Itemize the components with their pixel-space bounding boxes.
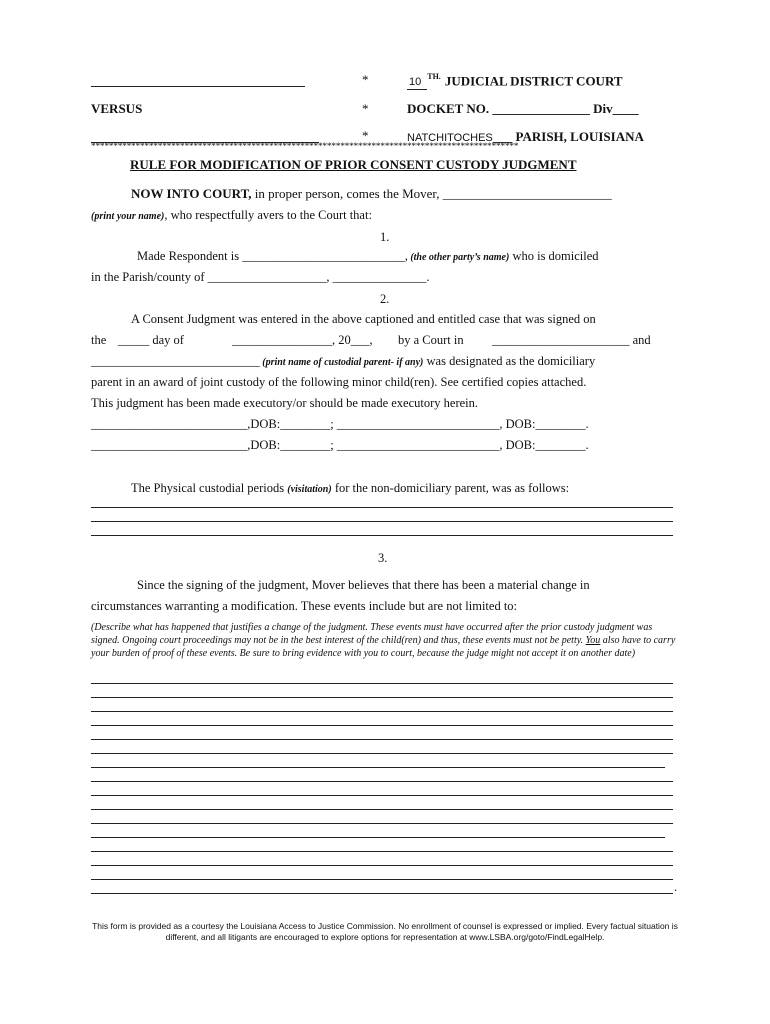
asterisk-divider: ************************************************************************************************ (91, 142, 519, 152)
events-line-12[interactable] (91, 837, 665, 838)
plaintiff-name-line[interactable] (91, 86, 305, 87)
para2-line-4: parent in an award of joint custody of the following minor child(ren). See certified copies attached. (91, 375, 587, 389)
caption-star-2: * (362, 101, 369, 116)
desc-part-b: also have to carry your burden of proof of these events. Be sure to bring evidence with you to court, because the judge might not accept it on another date) (91, 635, 676, 659)
visitation-line-1[interactable] (91, 507, 673, 508)
para2-line-5: This judgment has been made executory/or should be made executory herein. (91, 396, 479, 410)
events-line-3[interactable] (91, 711, 673, 712)
events-line-2[interactable] (91, 697, 673, 698)
para1-line-1 (137, 249, 599, 264)
para2-line-3 (91, 354, 595, 369)
events-line-13[interactable] (91, 851, 673, 852)
district-field[interactable] (407, 72, 623, 90)
para2-court: by a Court in (398, 333, 464, 347)
events-line-5[interactable] (91, 739, 673, 740)
child-row-2[interactable]: _________________________,DOB:________; __________________________, DOB:________. (91, 438, 589, 452)
para2-date: ________________, 20___, (232, 333, 373, 347)
intro-rest: in proper person, comes the Mover, __________________________ (251, 186, 612, 201)
para1-line1b: who is domiciled (509, 249, 599, 263)
para3-line-1: Since the signing of the judgment, Mover believes that there has been a material change in (137, 578, 590, 592)
physical-a: The Physical custodial periods (131, 481, 288, 495)
caption-star-3: * (362, 128, 369, 143)
events-line-7[interactable] (91, 767, 665, 768)
events-line-10[interactable] (91, 809, 673, 810)
physical-hint: (visitation) (287, 484, 332, 495)
intro-line2-text: , who respectfully avers to the Court that: (164, 208, 372, 222)
visitation-line-3[interactable] (91, 535, 673, 536)
para2-hint: (print name of custodial parent- if any) (259, 357, 424, 368)
events-line-11[interactable] (91, 823, 673, 824)
footer-disclaimer: This form is provided as a courtesy the Louisiana Access to Justice Commission. No enrollment of counsel is expressed or implied. Every factual situation is different, and all litigants are encouraged to explore options for representation at www.LSBA.org/goto/FindLegalHelp. (92, 921, 678, 942)
parish-label: ___ PARISH, LOUISIANA (492, 129, 644, 144)
para1-number: 1. (380, 230, 390, 244)
para3-line-2: circumstances warranting a modification. These events include but are not limited to: (91, 599, 518, 613)
docket-number-field[interactable]: DOCKET NO. _______________ Div____ (407, 101, 639, 116)
events-line-4[interactable] (91, 725, 673, 726)
para2-line3b: was designated as the domiciliary (423, 354, 596, 368)
versus-label: VERSUS (91, 101, 143, 116)
para1-line1a: Made Respondent is __________________________, (137, 249, 408, 263)
para2-and: ______________________ and (492, 333, 651, 347)
district-number: 10 (407, 76, 427, 90)
para2-line-1: A Consent Judgment was entered in the above captioned and entitled case that was signed on (131, 312, 596, 326)
intro-hint: (print your name) (91, 211, 165, 222)
para2-line3a: ___________________________ (91, 354, 260, 368)
para1-hint: (the other party’s name) (407, 252, 510, 263)
desc-part-a: (Describe what has happened that justifies a change of the judgment. These events must have occurred after the prior custody judgment was signed. Ongoing court proceedings may not be in the best interest of the child(ren) and thus, these events must not be petty. (91, 622, 653, 646)
para2-the: the (91, 333, 107, 347)
events-end-period: . (674, 880, 678, 894)
para2-number: 2. (380, 292, 390, 306)
intro-line-2 (91, 208, 372, 223)
para3-instructions (91, 621, 681, 660)
desc-you: You (585, 635, 601, 646)
events-line-15[interactable] (91, 879, 673, 880)
district-suffix: TH. (427, 72, 441, 81)
caption-star-1: * (362, 72, 369, 87)
para2-day: _____ day of (118, 333, 184, 347)
events-line-1[interactable] (91, 683, 673, 684)
events-line-14[interactable] (91, 865, 673, 866)
document-title: RULE FOR MODIFICATION OF PRIOR CONSENT CUSTODY JUDGMENT (130, 157, 577, 172)
para3-number: 3. (378, 551, 388, 565)
physical-custody-line (131, 481, 569, 496)
court-label: JUDICIAL DISTRICT COURT (444, 73, 623, 89)
events-line-8[interactable] (91, 781, 673, 782)
para1-line-2: in the Parish/county of ___________________, _______________. (91, 270, 430, 284)
intro-lead: NOW INTO COURT, (131, 186, 252, 201)
events-line-9[interactable] (91, 795, 673, 796)
physical-b: for the non-domiciliary parent, was as follows: (331, 481, 570, 495)
events-line-6[interactable] (91, 753, 673, 754)
events-line-16[interactable] (91, 893, 673, 894)
visitation-line-2[interactable] (91, 521, 673, 522)
intro-line-1 (131, 186, 612, 202)
parish-name: NATCHITOCHES (407, 132, 493, 144)
child-row-1[interactable]: _________________________,DOB:________; __________________________, DOB:________. (91, 417, 589, 431)
